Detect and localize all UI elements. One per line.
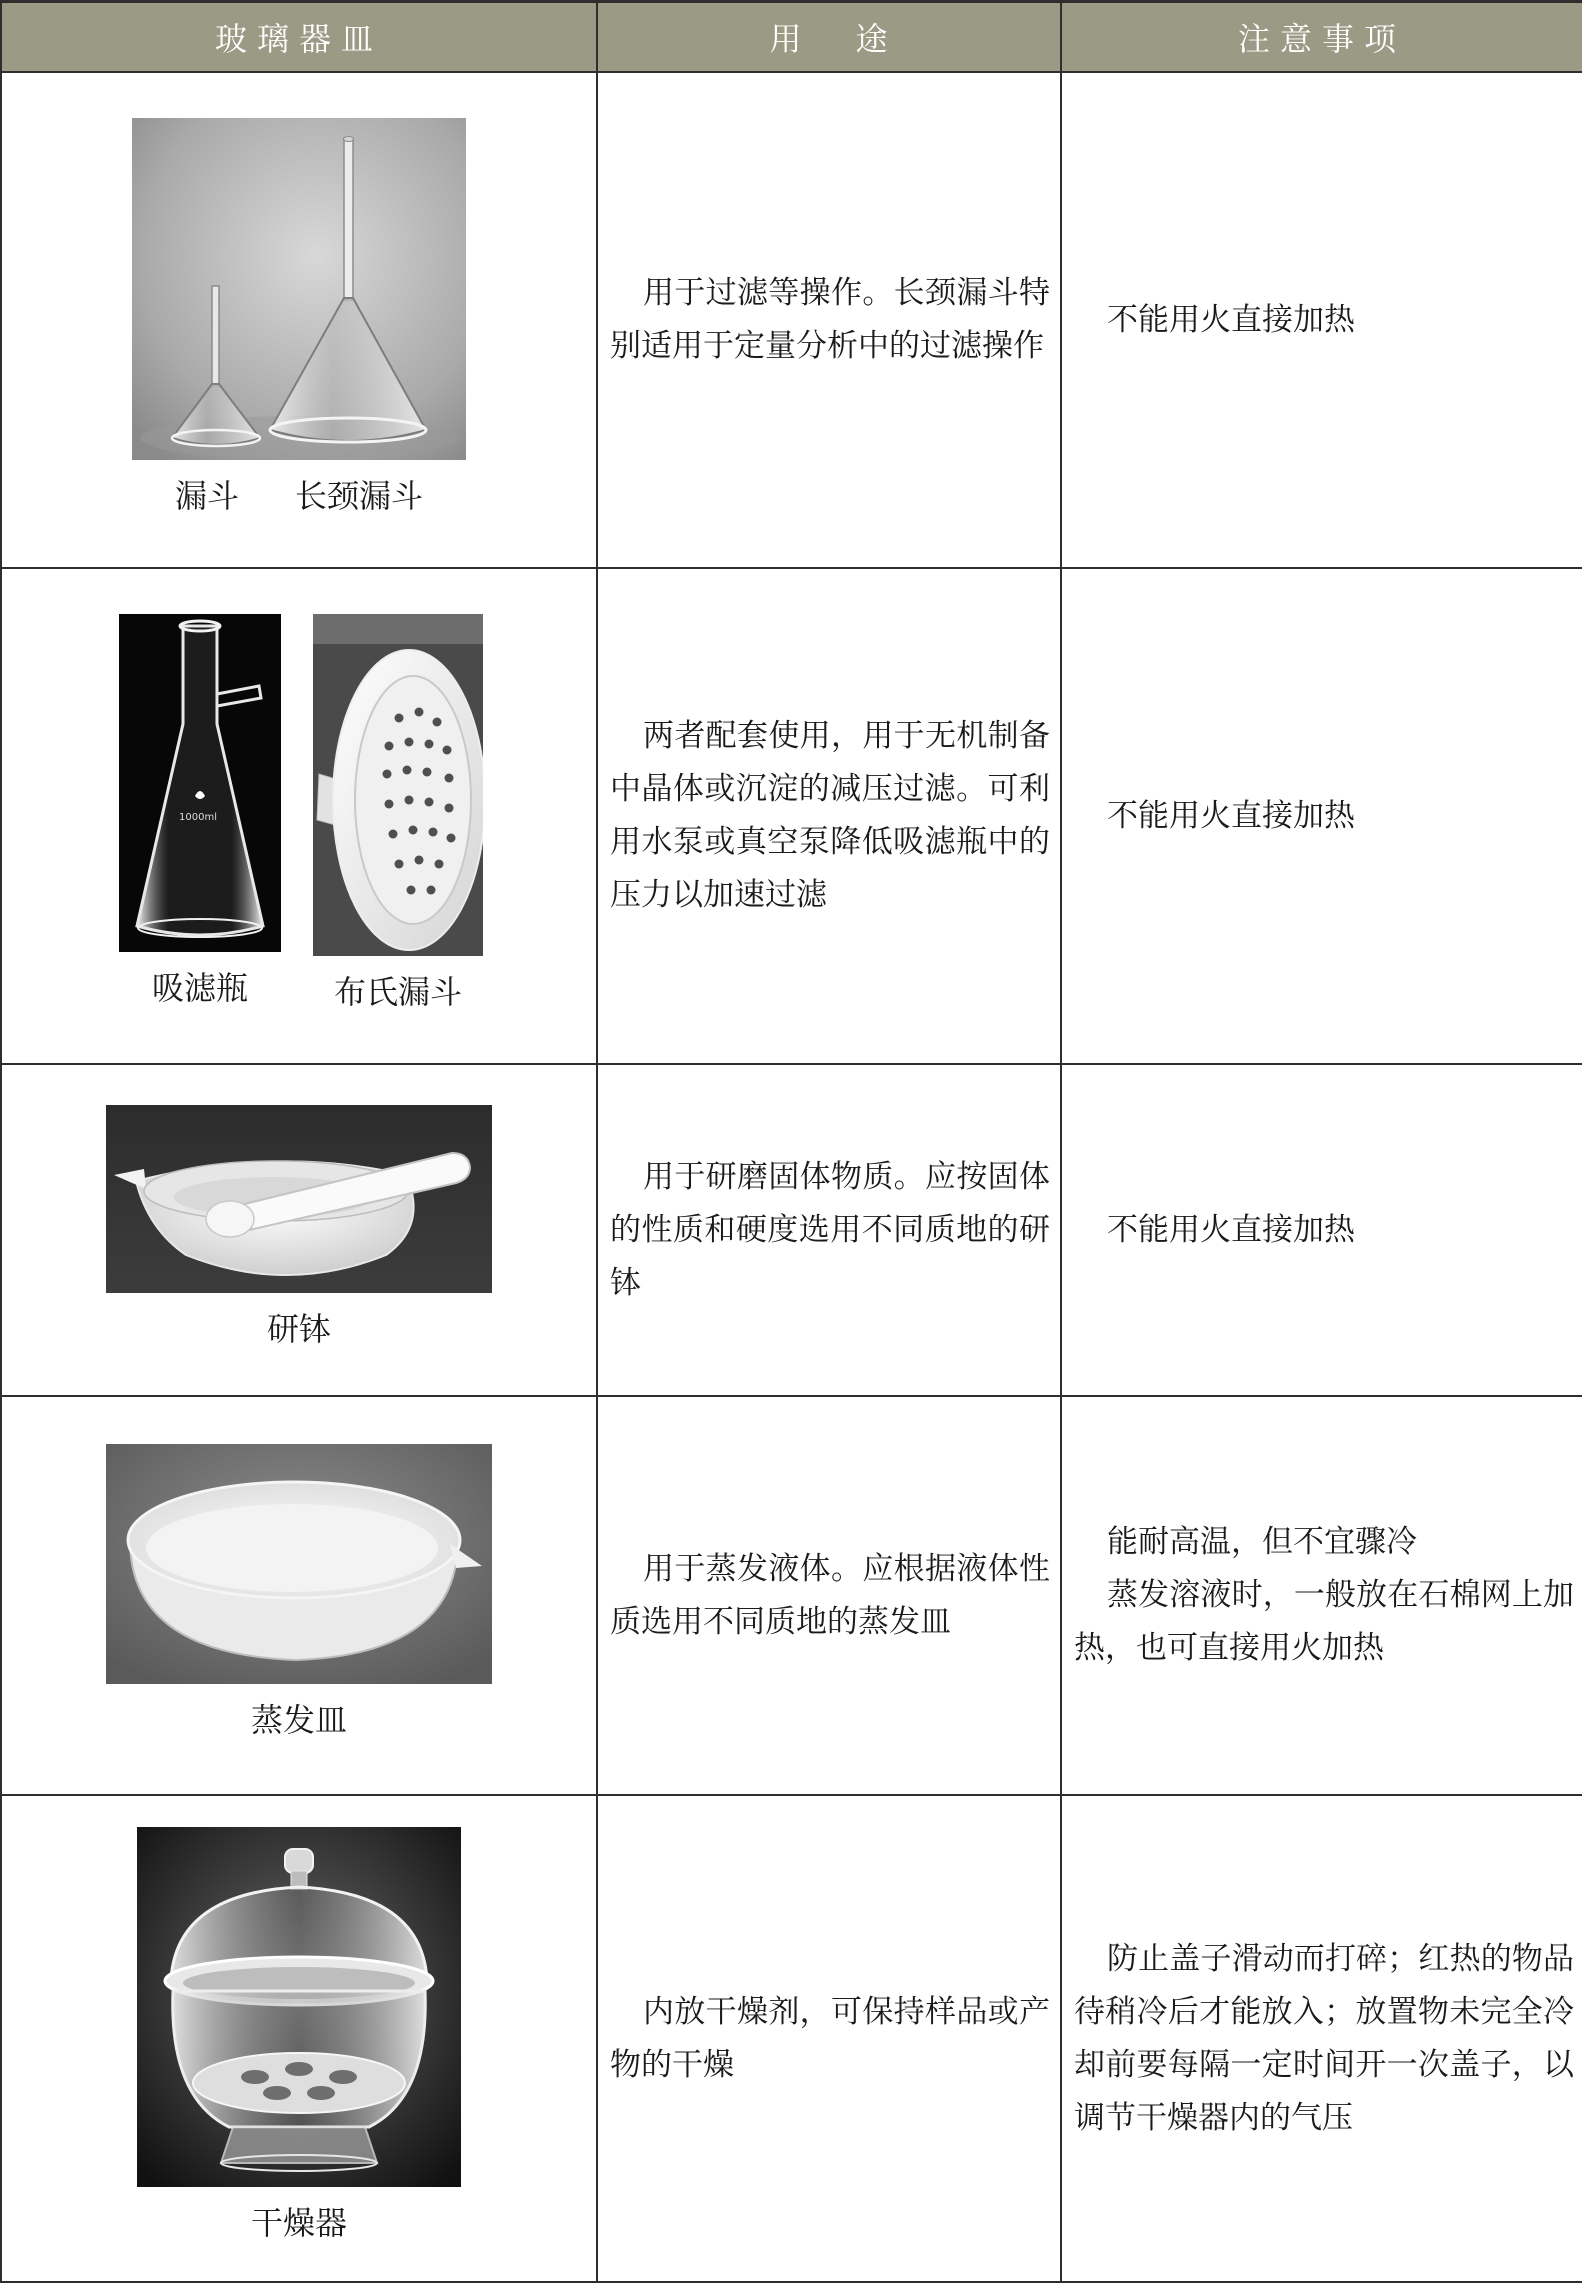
caption-long-neck-funnel: 长颈漏斗	[295, 476, 424, 515]
usage-text: 内放干燥剂，可保持样品或产物的干燥	[610, 1993, 1050, 2083]
notes-cell	[1061, 72, 1582, 568]
notes-cell	[1061, 568, 1582, 1064]
glassware-cell	[1, 72, 597, 568]
caption-desiccator: 干燥器	[250, 2204, 347, 2242]
notes-text: 蒸发溶液时，一般放在石棉网上加热，也可直接用火加热	[1074, 1577, 1574, 1666]
usage-cell	[597, 72, 1061, 568]
mortar-and-pestle-icon	[106, 1105, 492, 1293]
notes-cell	[1061, 1396, 1582, 1795]
table-row	[1, 568, 1582, 1064]
funnel-icon	[132, 118, 466, 460]
table-row	[1, 1064, 1582, 1396]
glassware-cell	[1, 1795, 597, 2282]
notes-text: 防止盖子滑动而打碎；红热的物品待稍冷后才能放入；放置物未完全冷却前要每隔一定时间开一次盖子，以调节干燥器内的气压	[1074, 1940, 1574, 2136]
table-header-row	[1, 2, 1582, 73]
buchner-funnel-icon	[313, 614, 483, 956]
notes-text: 能耐高温，但不宜骤冷	[1107, 1524, 1417, 1560]
glassware-cell	[1, 1396, 597, 1795]
notes-cell	[1061, 1795, 1582, 2282]
notes-cell	[1061, 1064, 1582, 1396]
notes-text: 不能用火直接加热	[1107, 301, 1355, 338]
caption-suction-flask: 吸滤瓶	[151, 968, 248, 1007]
usage-cell	[597, 1795, 1061, 2282]
notes-text: 不能用火直接加热	[1107, 1211, 1355, 1248]
notes-text: 不能用火直接加热	[1107, 797, 1355, 834]
usage-cell	[597, 568, 1061, 1064]
table-row	[1, 1396, 1582, 1795]
header-notes: 注意事项	[1061, 2, 1582, 73]
table-row	[1, 1795, 1582, 2282]
glassware-cell	[1, 568, 597, 1064]
evaporating-dish-icon	[106, 1444, 492, 1684]
caption-funnel: 漏斗	[174, 476, 239, 515]
desiccator-icon	[137, 1827, 461, 2187]
table-row	[1, 72, 1582, 568]
usage-text: 两者配套使用，用于无机制备中晶体或沉淀的减压过滤。可利用水泵或真空泵降低吸滤瓶中的压力以加速过滤	[610, 718, 1050, 913]
header-glassware: 玻璃器皿	[1, 2, 597, 73]
usage-text: 用于蒸发液体。应根据液体性质选用不同质地的蒸发皿	[610, 1550, 1050, 1640]
usage-text: 用于研磨固体物质。应按固体的性质和硬度选用不同质地的研钵	[610, 1158, 1050, 1301]
caption-evaporating-dish: 蒸发皿	[250, 1701, 347, 1739]
usage-cell	[597, 1396, 1061, 1795]
header-usage: 用途	[597, 2, 1061, 73]
flask-marking: 1000ml	[179, 811, 217, 823]
usage-cell	[597, 1064, 1061, 1396]
usage-text: 用于过滤等操作。长颈漏斗特别适用于定量分析中的过滤操作	[610, 275, 1050, 364]
suction-flask-icon	[119, 614, 281, 952]
caption-mortar: 研钵	[266, 1309, 331, 1348]
caption-buchner-funnel: 布氏漏斗	[333, 972, 462, 1011]
glassware-cell	[1, 1064, 597, 1396]
